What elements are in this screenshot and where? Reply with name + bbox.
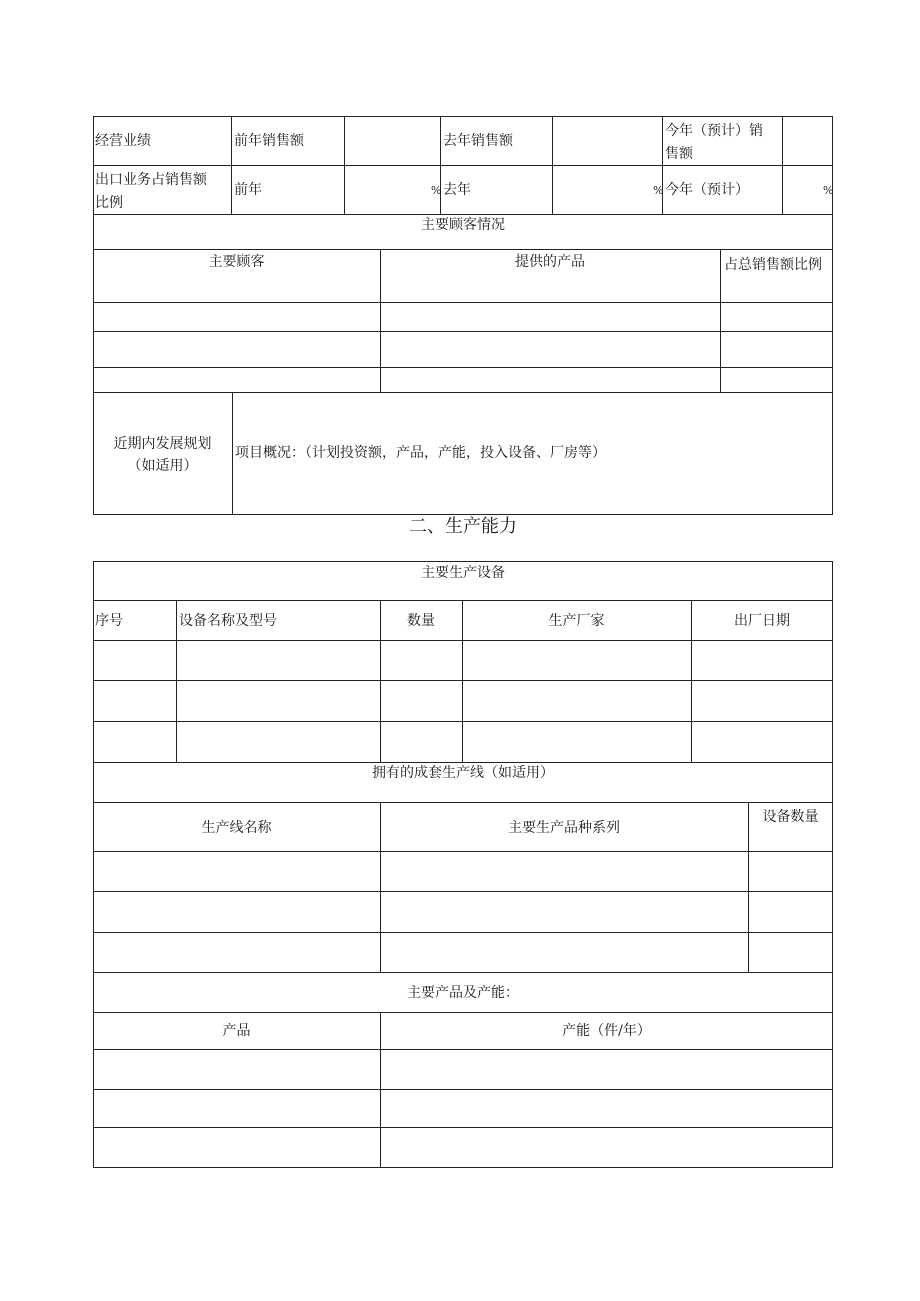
col-divider xyxy=(720,249,721,392)
last-year-sales-label: 去年销售额 xyxy=(443,133,513,149)
col-divider xyxy=(552,116,553,215)
section2-title: 二、生产能力 xyxy=(409,516,517,537)
customers-header-product: 提供的产品 xyxy=(515,254,585,270)
col-divider xyxy=(231,116,232,215)
prev-year-sales-label: 前年销售额 xyxy=(234,133,304,149)
export-prev-year-pct: % xyxy=(431,184,442,197)
lines-section-title: 拥有的成套生产线（如适用） xyxy=(372,765,554,781)
row-divider xyxy=(93,302,833,303)
this-year-sales-value[interactable] xyxy=(784,118,831,163)
row-divider xyxy=(93,851,833,852)
col-divider xyxy=(782,116,783,215)
prev-year-sales-value[interactable] xyxy=(346,118,438,163)
row-divider xyxy=(93,367,833,368)
lines-header-series: 主要生产品种系列 xyxy=(508,820,620,836)
lines-header-name: 生产线名称 xyxy=(201,820,272,836)
row-divider xyxy=(93,972,833,973)
row-divider xyxy=(93,1012,833,1013)
capacity-header-capacity: 产能（件/年） xyxy=(562,1023,651,1039)
row-divider xyxy=(93,802,833,803)
this-year-sales-label-1: 今年（预计）销 xyxy=(665,123,763,139)
col-divider xyxy=(232,392,233,515)
row-divider xyxy=(93,721,833,722)
row-divider xyxy=(93,165,833,166)
capacity-table xyxy=(93,561,833,1168)
row-divider xyxy=(93,891,833,892)
equipment-header-qty: 数量 xyxy=(407,613,435,629)
plan-content[interactable]: 项目概况：（计划投资额，产品，产能，投入设备、厂房等） xyxy=(235,445,606,461)
plan-label-1: 近期内发展规划 xyxy=(113,436,212,452)
row-divider xyxy=(93,1049,833,1050)
equipment-section-title: 主要生产设备 xyxy=(421,565,505,581)
export-this-year-pct: % xyxy=(823,184,834,197)
row-divider xyxy=(93,932,833,933)
equipment-header-date: 出厂日期 xyxy=(734,613,790,629)
row-divider xyxy=(93,1127,833,1128)
export-last-year-pct: % xyxy=(653,184,664,197)
row-divider xyxy=(93,331,833,332)
export-last-year-label: 去年 xyxy=(443,182,471,198)
business-label: 经营业绩 xyxy=(95,133,151,149)
export-ratio-label-2: 比例 xyxy=(95,195,123,211)
row-divider xyxy=(93,600,833,601)
this-year-sales-label-2: 售额 xyxy=(665,146,693,162)
export-ratio-label-1: 出口业务占销售额 xyxy=(95,172,207,188)
row-divider xyxy=(93,392,833,393)
row-divider xyxy=(93,249,833,250)
last-year-sales-value[interactable] xyxy=(554,118,660,163)
col-divider xyxy=(176,600,177,762)
plan-label-2: （如适用） xyxy=(127,458,198,474)
col-divider xyxy=(748,802,749,972)
customers-header-name: 主要顾客 xyxy=(208,254,265,270)
capacity-header-product: 产品 xyxy=(222,1023,251,1039)
equipment-header-name: 设备名称及型号 xyxy=(179,613,277,629)
capacity-section-title: 主要产品及产能： xyxy=(407,985,519,1001)
customers-header-ratio: 占总销售额比例 xyxy=(724,257,822,273)
equipment-header-maker: 生产厂家 xyxy=(548,613,605,629)
export-this-year-label: 今年（预计） xyxy=(665,182,749,198)
row-divider xyxy=(93,640,833,641)
equipment-header-no: 序号 xyxy=(95,613,123,629)
row-divider xyxy=(93,1089,833,1090)
customers-section-title: 主要顾客情况 xyxy=(421,217,505,233)
col-divider xyxy=(344,116,345,215)
export-prev-year-label: 前年 xyxy=(234,182,262,198)
row-divider xyxy=(93,680,833,681)
lines-header-qty: 设备数量 xyxy=(762,809,819,825)
